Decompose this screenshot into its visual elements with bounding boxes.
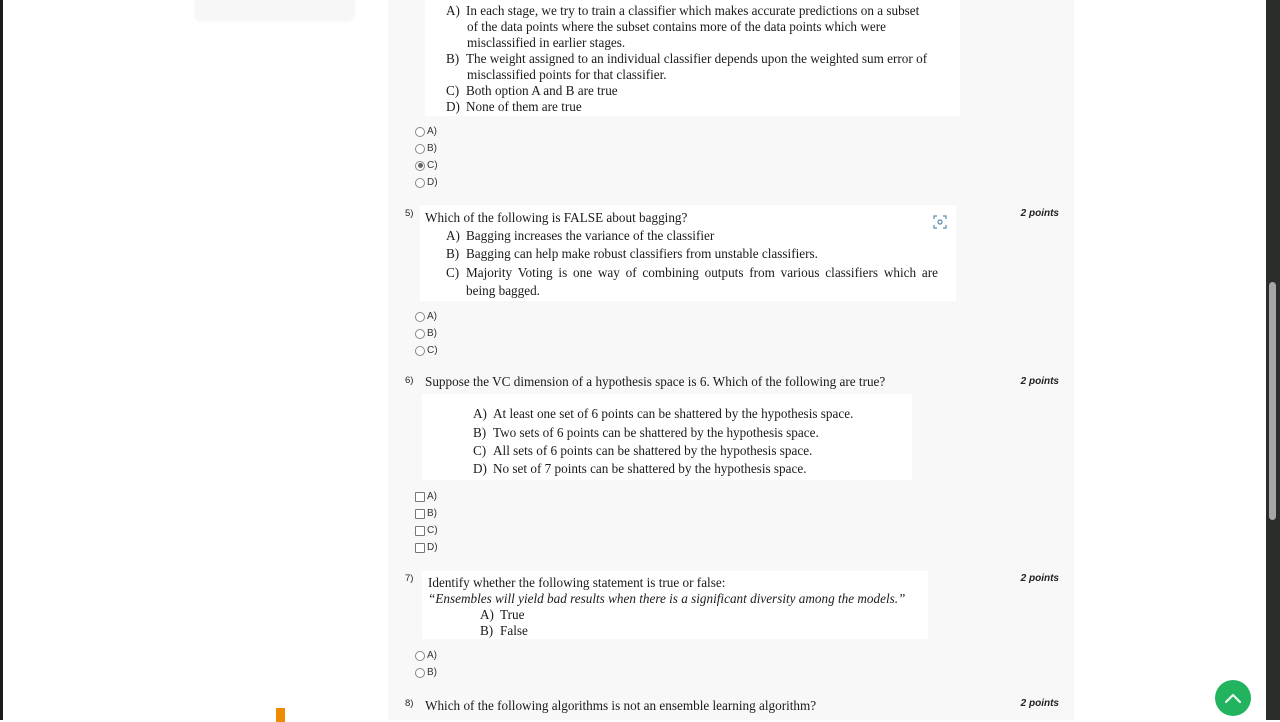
q5-choice-a[interactable]: A) [415,308,438,325]
q6-option-b: B) Two sets of 6 points can be shattered by the hypothesis space. [473,425,819,440]
q5-choice-b[interactable]: B) [415,325,438,342]
question-8-points: 2 points [1020,698,1059,709]
question-5-image [420,205,956,301]
question-6-image [422,394,912,480]
q6-choice-b[interactable]: B) [415,505,438,522]
q4-option-a-line-2: of the data points where the subset contains more of the data points which were [467,19,886,34]
q5-option-b: B) Bagging can help make robust classifiers from unstable classifiers. [446,246,818,261]
q4-choice-b[interactable]: B) [415,140,438,157]
question-8-number: 8) [405,698,414,709]
q6-choice-d[interactable]: D) [415,539,438,556]
question-5-points: 2 points [1020,208,1059,219]
q6-option-c: C) All sets of 6 points can be shattered by the hypothesis space. [473,443,813,458]
q7-choice-b[interactable]: B) [415,664,437,681]
radio-button[interactable] [415,178,425,188]
q5-option-c-line-2: being bagged. [466,283,540,298]
question-4-choices [415,123,438,191]
q4-choice-a[interactable]: A) [415,123,438,140]
q7-question-text: Identify whether the following statement is true or false: [428,575,726,590]
focus-scan-icon[interactable] [933,215,947,229]
q4-option-b-line-2: misclassified points for that classifier. [467,67,667,82]
q5-choice-c[interactable]: C) [415,342,438,359]
question-7-number: 7) [405,573,414,584]
quiz-panel [388,0,1074,720]
checkbox[interactable] [415,492,425,502]
question-4-image [425,0,960,116]
q4-option-b-line-1: B) The weight assigned to an individual classifier depends upon the weighted sum error of [446,51,928,66]
question-7-points: 2 points [1020,573,1059,584]
radio-button[interactable] [415,312,425,322]
q6-choice-c[interactable]: C) [415,522,438,539]
checkbox[interactable] [415,526,425,536]
q4-option-a-line-3: misclassified in earlier stages. [467,35,626,50]
radio-button[interactable] [415,329,425,339]
scrollbar-thumb[interactable] [1269,282,1276,520]
scroll-to-top-button[interactable] [1215,680,1251,716]
q7-option-a: A) True [480,607,525,622]
radio-button-selected[interactable] [415,161,425,171]
q6-option-a: A) At least one set of 6 points can be shattered by the hypothesis space. [473,406,854,421]
q7-choice-a[interactable]: A) [415,647,437,664]
vertical-scrollbar[interactable] [1266,0,1280,720]
question-7-choices [415,647,437,681]
radio-button[interactable] [415,346,425,356]
q5-option-c-line-1: C) Majority Voting is one way of combining outputs from various classifiers which are [446,265,938,280]
q7-option-b: B) False [480,623,528,638]
q5-question-text: Which of the following is FALSE about bagging? [425,210,688,225]
q4-choice-c[interactable]: C) [415,157,438,174]
question-6-points: 2 points [1020,376,1059,387]
question-5-number: 5) [405,208,414,219]
radio-button[interactable] [415,668,425,678]
q4-option-d: D) None of them are true [446,99,582,114]
checkbox[interactable] [415,543,425,553]
q6-option-d: D) No set of 7 points can be shattered by the hypothesis space. [473,461,807,476]
q6-question-text: Suppose the VC dimension of a hypothesis space is 6. Which of the following are true? [425,374,886,389]
window-left-edge [0,0,3,720]
radio-button[interactable] [415,144,425,154]
radio-button[interactable] [415,127,425,137]
q4-choice-d[interactable]: D) [415,174,438,191]
q4-option-a-line-1: A) In each stage, we try to train a classifier which makes accurate predictions on a subset [446,3,920,18]
question-6-number: 6) [405,375,414,386]
q6-choice-a[interactable]: A) [415,488,438,505]
q4-option-c: C) Both option A and B are true [446,83,618,98]
q5-option-a: A) Bagging increases the variance of the classifier [446,228,715,243]
q8-question-text: Which of the following algorithms is not an ensemble learning algorithm? [425,698,817,713]
radio-button[interactable] [415,651,425,661]
chevron-up-icon [1224,692,1242,704]
question-7-image [422,571,928,639]
question-5-choices [415,308,438,359]
question-6-choices [415,488,438,556]
sidebar-card [195,0,354,20]
checkbox[interactable] [415,509,425,519]
q7-statement: “Ensembles will yield bad results when there is a significant diversity among the models.” [428,591,906,606]
